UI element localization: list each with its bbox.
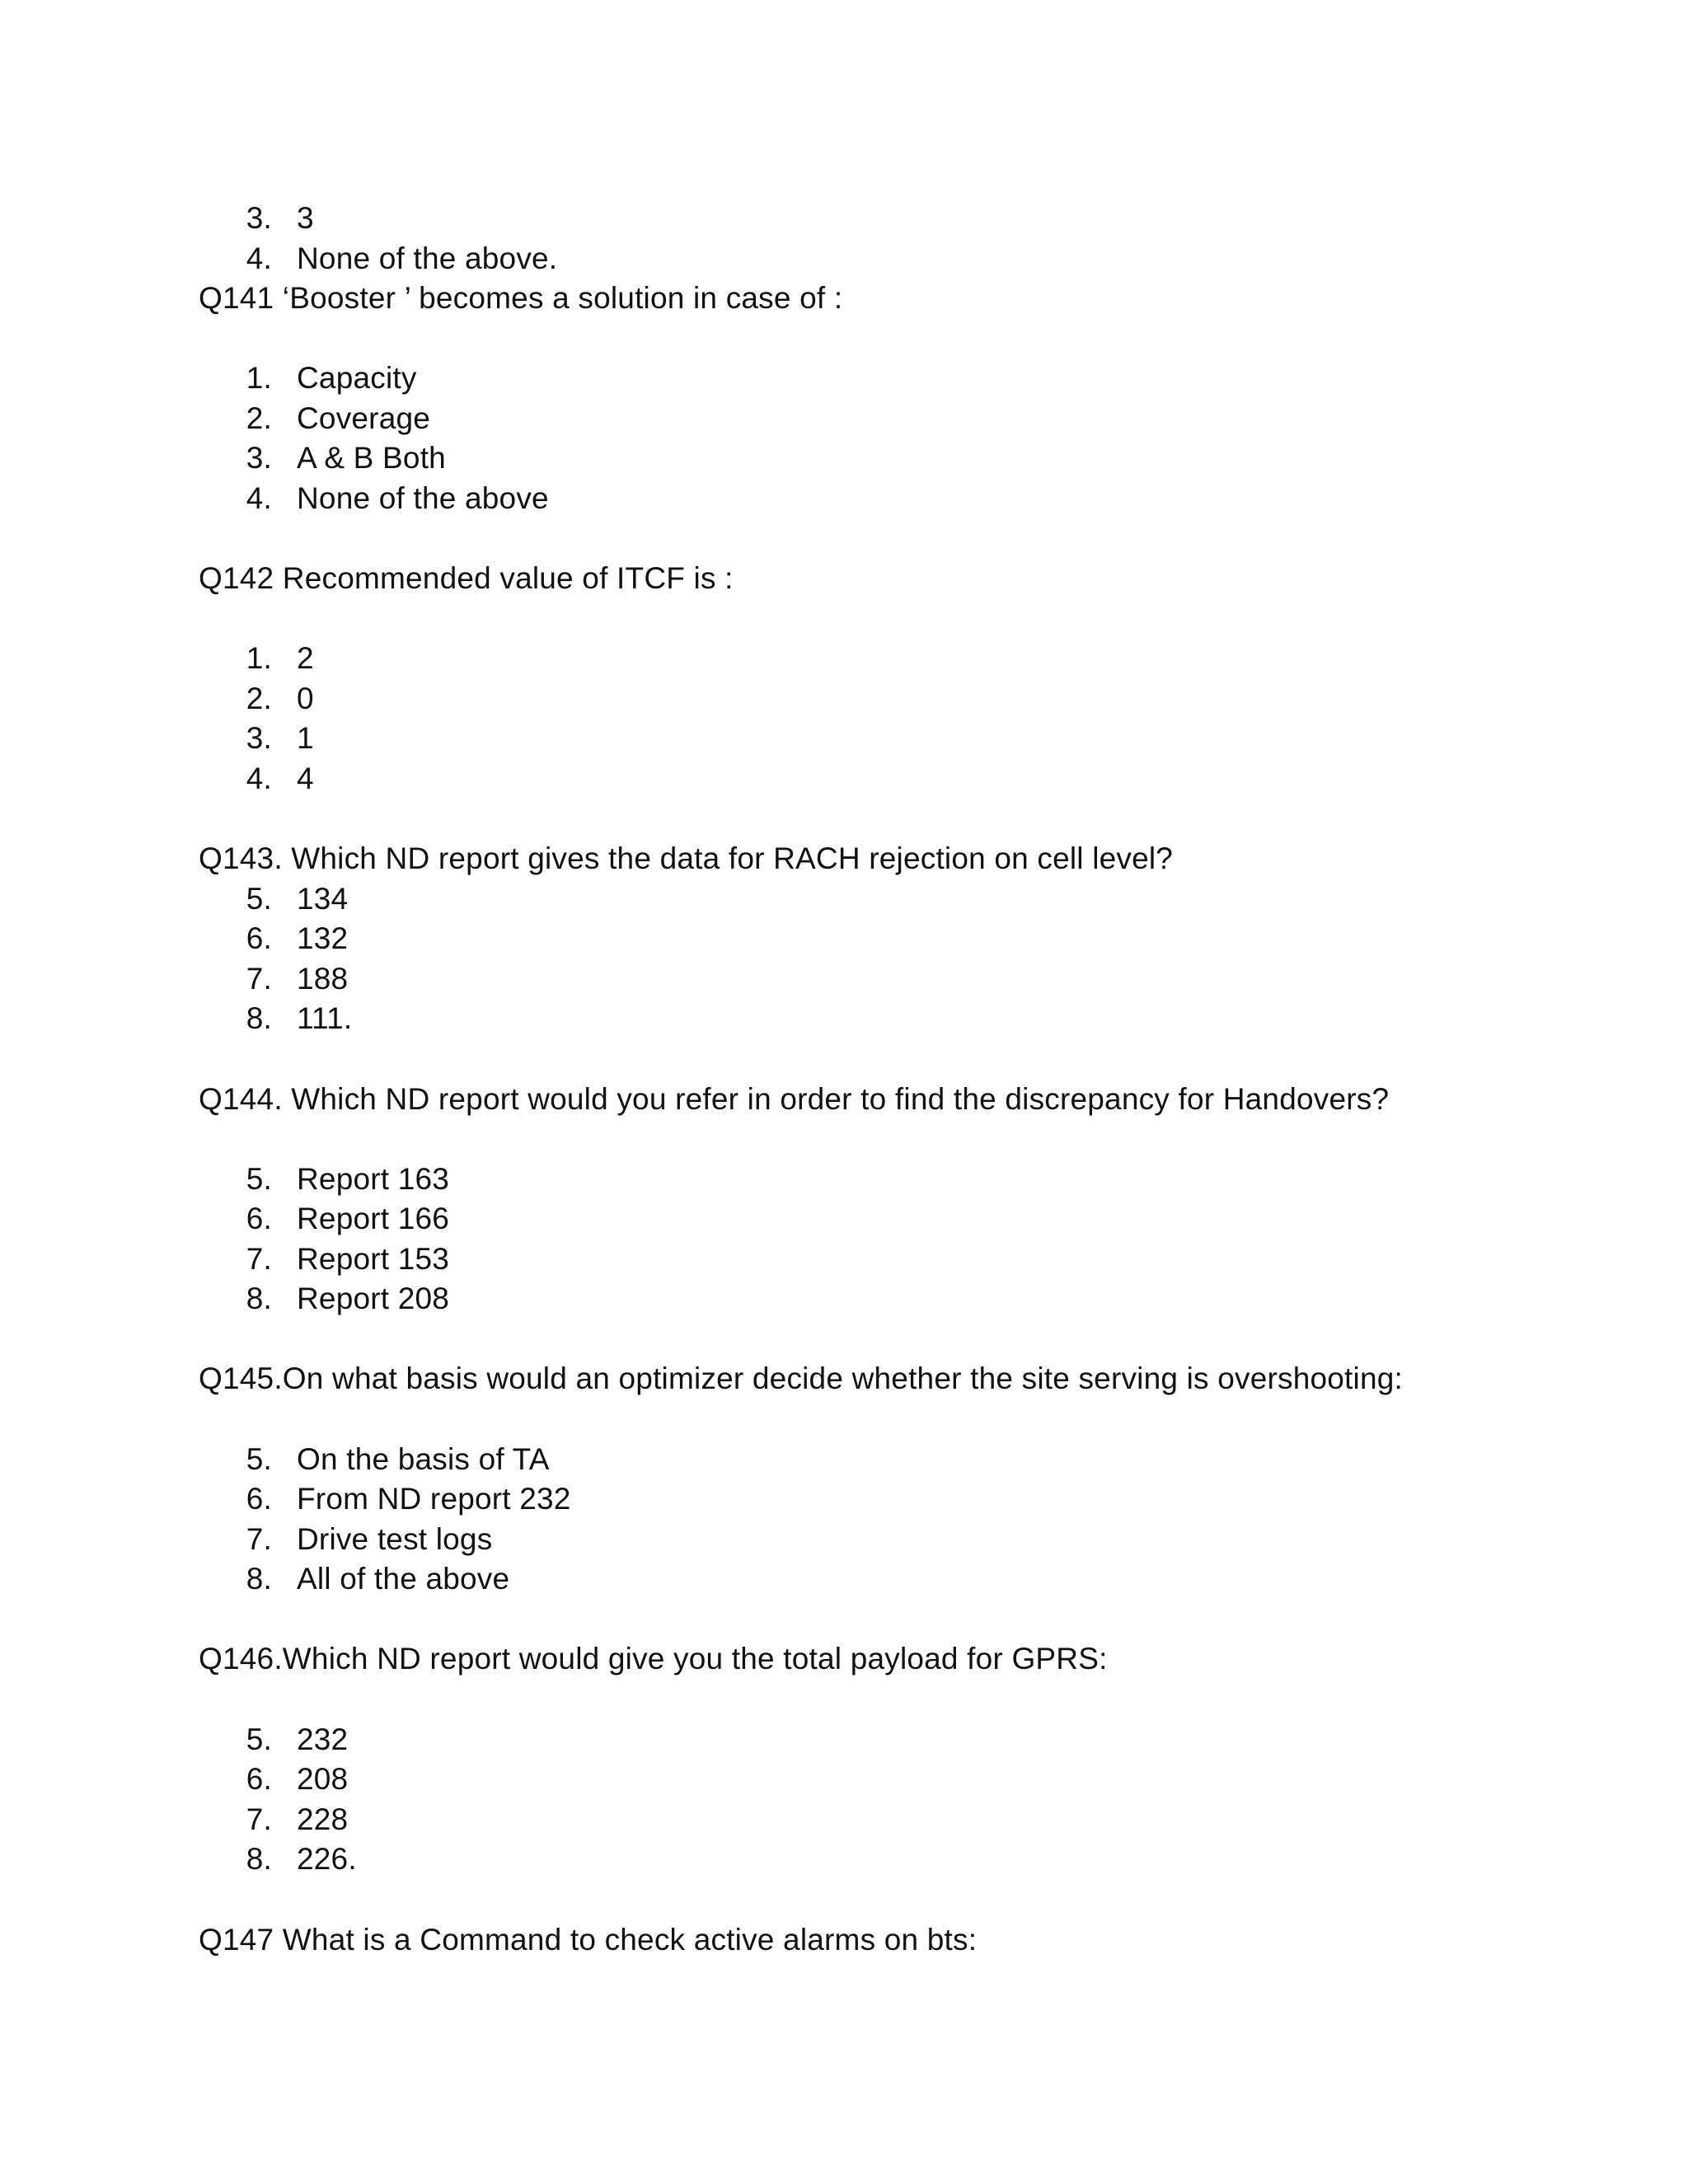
list-item (198, 440, 1352, 476)
option-text: 232 (297, 1722, 349, 1756)
list-item (198, 480, 1352, 517)
list-item (198, 1521, 1352, 1558)
option-number: 5. (246, 1442, 272, 1476)
list-item (198, 200, 1352, 237)
option-text: A & B Both (297, 441, 446, 475)
option-number: 7. (246, 1242, 272, 1276)
list-item (198, 1802, 1352, 1838)
list-item (198, 1841, 1352, 1877)
option-text: Report 166 (297, 1202, 450, 1235)
option-number: 5. (246, 1162, 272, 1196)
list-item (198, 961, 1352, 997)
option-number: 1. (246, 641, 272, 675)
option-text: Drive test logs (297, 1522, 493, 1556)
question-title: Q145.On what basis would an optimizer decide whether the site serving is overshooting: (199, 1361, 1403, 1395)
option-number: 2. (246, 682, 272, 715)
option-text: Report 153 (297, 1242, 450, 1276)
list-item (198, 401, 1352, 437)
option-number: 8. (246, 1842, 272, 1876)
option-text: Report 208 (297, 1282, 450, 1315)
option-text: On the basis of TA (297, 1442, 550, 1476)
option-text: 1 (297, 721, 314, 755)
option-text: 111. (297, 1001, 353, 1035)
option-text: 188 (297, 962, 349, 996)
list-item (198, 360, 1352, 396)
option-number: 4. (246, 241, 272, 275)
option-text: 208 (297, 1762, 349, 1796)
question-title: Q144. Which ND report would you refer in order to find the discrepancy for Handovers? (199, 1082, 1390, 1116)
list-item (198, 761, 1352, 797)
list-item (198, 881, 1352, 917)
question-title: Q143. Which ND report gives the data for RACH rejection on cell level? (199, 841, 1174, 875)
list-item (198, 1241, 1352, 1277)
question-title: Q146.Which ND report would give you the total payload for GPRS: (199, 1642, 1108, 1675)
option-text: Capacity (297, 361, 417, 395)
question-title: Q141 ‘Booster ’ becomes a solution in case of : (199, 281, 843, 315)
option-number: 5. (246, 882, 272, 916)
list-item (198, 1561, 1352, 1597)
option-number: 3. (246, 441, 272, 475)
question-title: Q147 What is a Command to check active alarms on bts: (199, 1923, 978, 1957)
option-text: 228 (297, 1802, 349, 1836)
option-text: 3 (297, 201, 314, 235)
option-number: 8. (246, 1282, 272, 1315)
option-number: 6. (246, 1762, 272, 1796)
option-number: 6. (246, 1482, 272, 1516)
option-number: 3. (246, 721, 272, 755)
list-item (198, 1722, 1352, 1758)
list-item (198, 640, 1352, 677)
list-item (198, 681, 1352, 717)
option-text: 0 (297, 682, 314, 715)
option-number: 7. (246, 962, 272, 996)
option-number: 4. (246, 481, 272, 515)
option-number: 1. (246, 361, 272, 395)
option-text: From ND report 232 (297, 1482, 571, 1516)
option-text: 4 (297, 762, 314, 795)
option-number: 5. (246, 1722, 272, 1756)
option-text: None of the above. (297, 241, 558, 275)
option-text: None of the above (297, 481, 549, 515)
list-item (198, 1161, 1352, 1197)
question-title: Q142 Recommended value of ITCF is : (199, 561, 734, 595)
list-item (198, 241, 1352, 277)
option-number: 8. (246, 1562, 272, 1596)
option-number: 7. (246, 1522, 272, 1556)
list-item (198, 1201, 1352, 1237)
option-text: 226. (297, 1842, 357, 1876)
list-item (198, 921, 1352, 957)
list-item (198, 1001, 1352, 1037)
option-number: 6. (246, 1202, 272, 1235)
option-text: Report 163 (297, 1162, 450, 1196)
option-text: 134 (297, 882, 349, 916)
list-item (198, 1481, 1352, 1517)
list-item (198, 1441, 1352, 1478)
option-number: 4. (246, 762, 272, 795)
option-number: 8. (246, 1001, 272, 1035)
option-number: 2. (246, 401, 272, 435)
list-item (198, 1281, 1352, 1317)
option-number: 3. (246, 201, 272, 235)
option-text: Coverage (297, 401, 431, 435)
list-item (198, 1761, 1352, 1797)
option-text: 132 (297, 921, 349, 955)
option-number: 7. (246, 1802, 272, 1836)
option-text: All of the above (297, 1562, 510, 1596)
list-item (198, 720, 1352, 757)
option-text: 2 (297, 641, 314, 675)
option-number: 6. (246, 921, 272, 955)
